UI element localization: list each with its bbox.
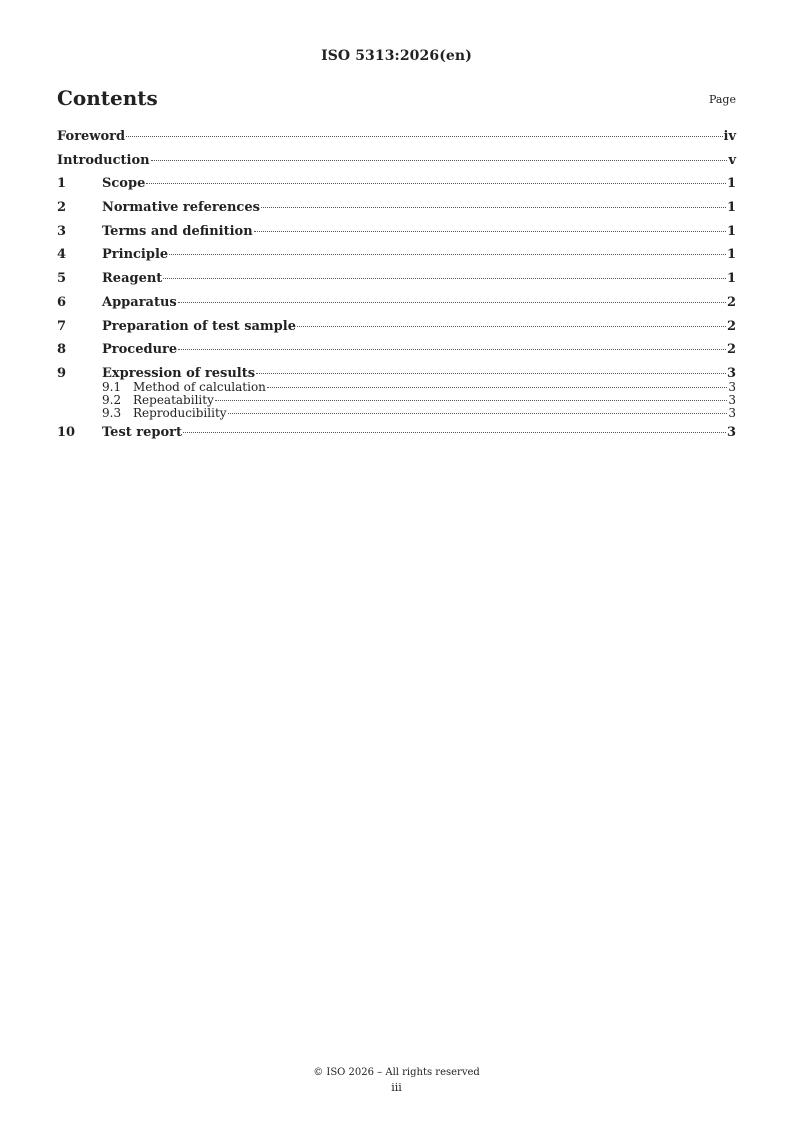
toc-number: 6 xyxy=(57,294,67,310)
toc-page: 3 xyxy=(726,365,736,381)
toc-number: 1 xyxy=(57,176,67,192)
table-of-contents xyxy=(57,129,736,449)
toc-entry-clause-9[interactable] xyxy=(57,366,736,380)
toc-number: 9.3 xyxy=(102,405,122,420)
leader-dots xyxy=(178,349,726,350)
toc-label: Terms and definition xyxy=(102,223,253,239)
toc-label: Reproducibility xyxy=(133,405,227,420)
toc-entry-clause-3[interactable] xyxy=(57,224,736,248)
toc-page: 3 xyxy=(728,392,736,407)
leader-dots xyxy=(261,207,726,208)
toc-page: v xyxy=(728,152,736,168)
leader-dots xyxy=(163,278,726,279)
toc-entry-clause-8[interactable] xyxy=(57,342,736,366)
toc-page: 3 xyxy=(728,405,736,420)
toc-label: Method of calculation xyxy=(133,379,266,394)
toc-number: 3 xyxy=(57,223,67,239)
toc-page: 2 xyxy=(726,294,736,310)
toc-page: 1 xyxy=(726,176,736,192)
toc-label: Preparation of test sample xyxy=(102,318,296,334)
toc-page: 3 xyxy=(726,424,736,440)
toc-entry-clause-2[interactable] xyxy=(57,200,736,224)
toc-entry-clause-7[interactable] xyxy=(57,319,736,343)
toc-label: Reagent xyxy=(102,271,163,287)
leader-dots xyxy=(215,400,728,401)
toc-entry-clause-6[interactable] xyxy=(57,295,736,319)
page-footer xyxy=(0,1067,793,1094)
toc-number: 9 xyxy=(57,365,67,381)
toc-entry-clause-4[interactable] xyxy=(57,247,736,271)
toc-entry-introduction[interactable] xyxy=(57,153,736,177)
toc-label: Expression of results xyxy=(102,365,256,381)
toc-page: 1 xyxy=(726,271,736,287)
toc-label: Repeatability xyxy=(133,392,214,407)
contents-title: Contents xyxy=(57,86,158,110)
toc-number: 2 xyxy=(57,200,67,216)
toc-number: 9.2 xyxy=(102,392,122,407)
document-header: ISO 5313:2026(en) xyxy=(321,48,472,64)
toc-label: Procedure xyxy=(102,342,178,358)
leader-dots xyxy=(151,160,728,161)
toc-number: 9.1 xyxy=(102,379,122,394)
toc-subentry-9-2[interactable] xyxy=(57,393,736,406)
leader-dots xyxy=(297,326,726,327)
toc-label: Principle xyxy=(102,247,169,263)
toc-subentry-9-3[interactable] xyxy=(57,406,736,419)
toc-label: Test report xyxy=(102,424,183,440)
toc-label: Apparatus xyxy=(102,294,177,310)
toc-entry-clause-10[interactable] xyxy=(57,425,736,449)
page-number: iii xyxy=(391,1081,402,1094)
toc-number: 7 xyxy=(57,318,67,334)
copyright-notice: © ISO 2026 – All rights reserved xyxy=(313,1067,480,1078)
toc-page: iv xyxy=(723,129,736,144)
toc-subentry-9-1[interactable] xyxy=(57,380,736,393)
toc-page: 1 xyxy=(726,200,736,216)
leader-dots xyxy=(183,432,726,433)
leader-dots xyxy=(126,136,722,137)
toc-label: Scope xyxy=(102,176,146,192)
toc-number: 4 xyxy=(57,247,67,263)
leader-dots xyxy=(169,254,726,255)
toc-number: 5 xyxy=(57,271,67,287)
toc-label: Introduction xyxy=(57,152,150,168)
toc-page: 2 xyxy=(726,342,736,358)
leader-dots xyxy=(228,413,728,414)
leader-dots xyxy=(256,373,726,374)
toc-page: 2 xyxy=(726,318,736,334)
toc-label: Normative references xyxy=(102,200,260,216)
toc-label: Foreword xyxy=(57,129,126,144)
page-column-label: Page xyxy=(708,93,736,106)
leader-dots xyxy=(146,183,726,184)
toc-number: 10 xyxy=(57,424,76,440)
toc-entry-foreword[interactable] xyxy=(57,129,736,153)
toc-page: 1 xyxy=(726,247,736,263)
toc-entry-clause-5[interactable] xyxy=(57,271,736,295)
leader-dots xyxy=(178,302,726,303)
leader-dots xyxy=(254,231,726,232)
toc-entry-clause-1[interactable] xyxy=(57,176,736,200)
toc-page: 3 xyxy=(728,379,736,394)
toc-page: 1 xyxy=(726,223,736,239)
leader-dots xyxy=(267,387,727,388)
toc-number: 8 xyxy=(57,342,67,358)
